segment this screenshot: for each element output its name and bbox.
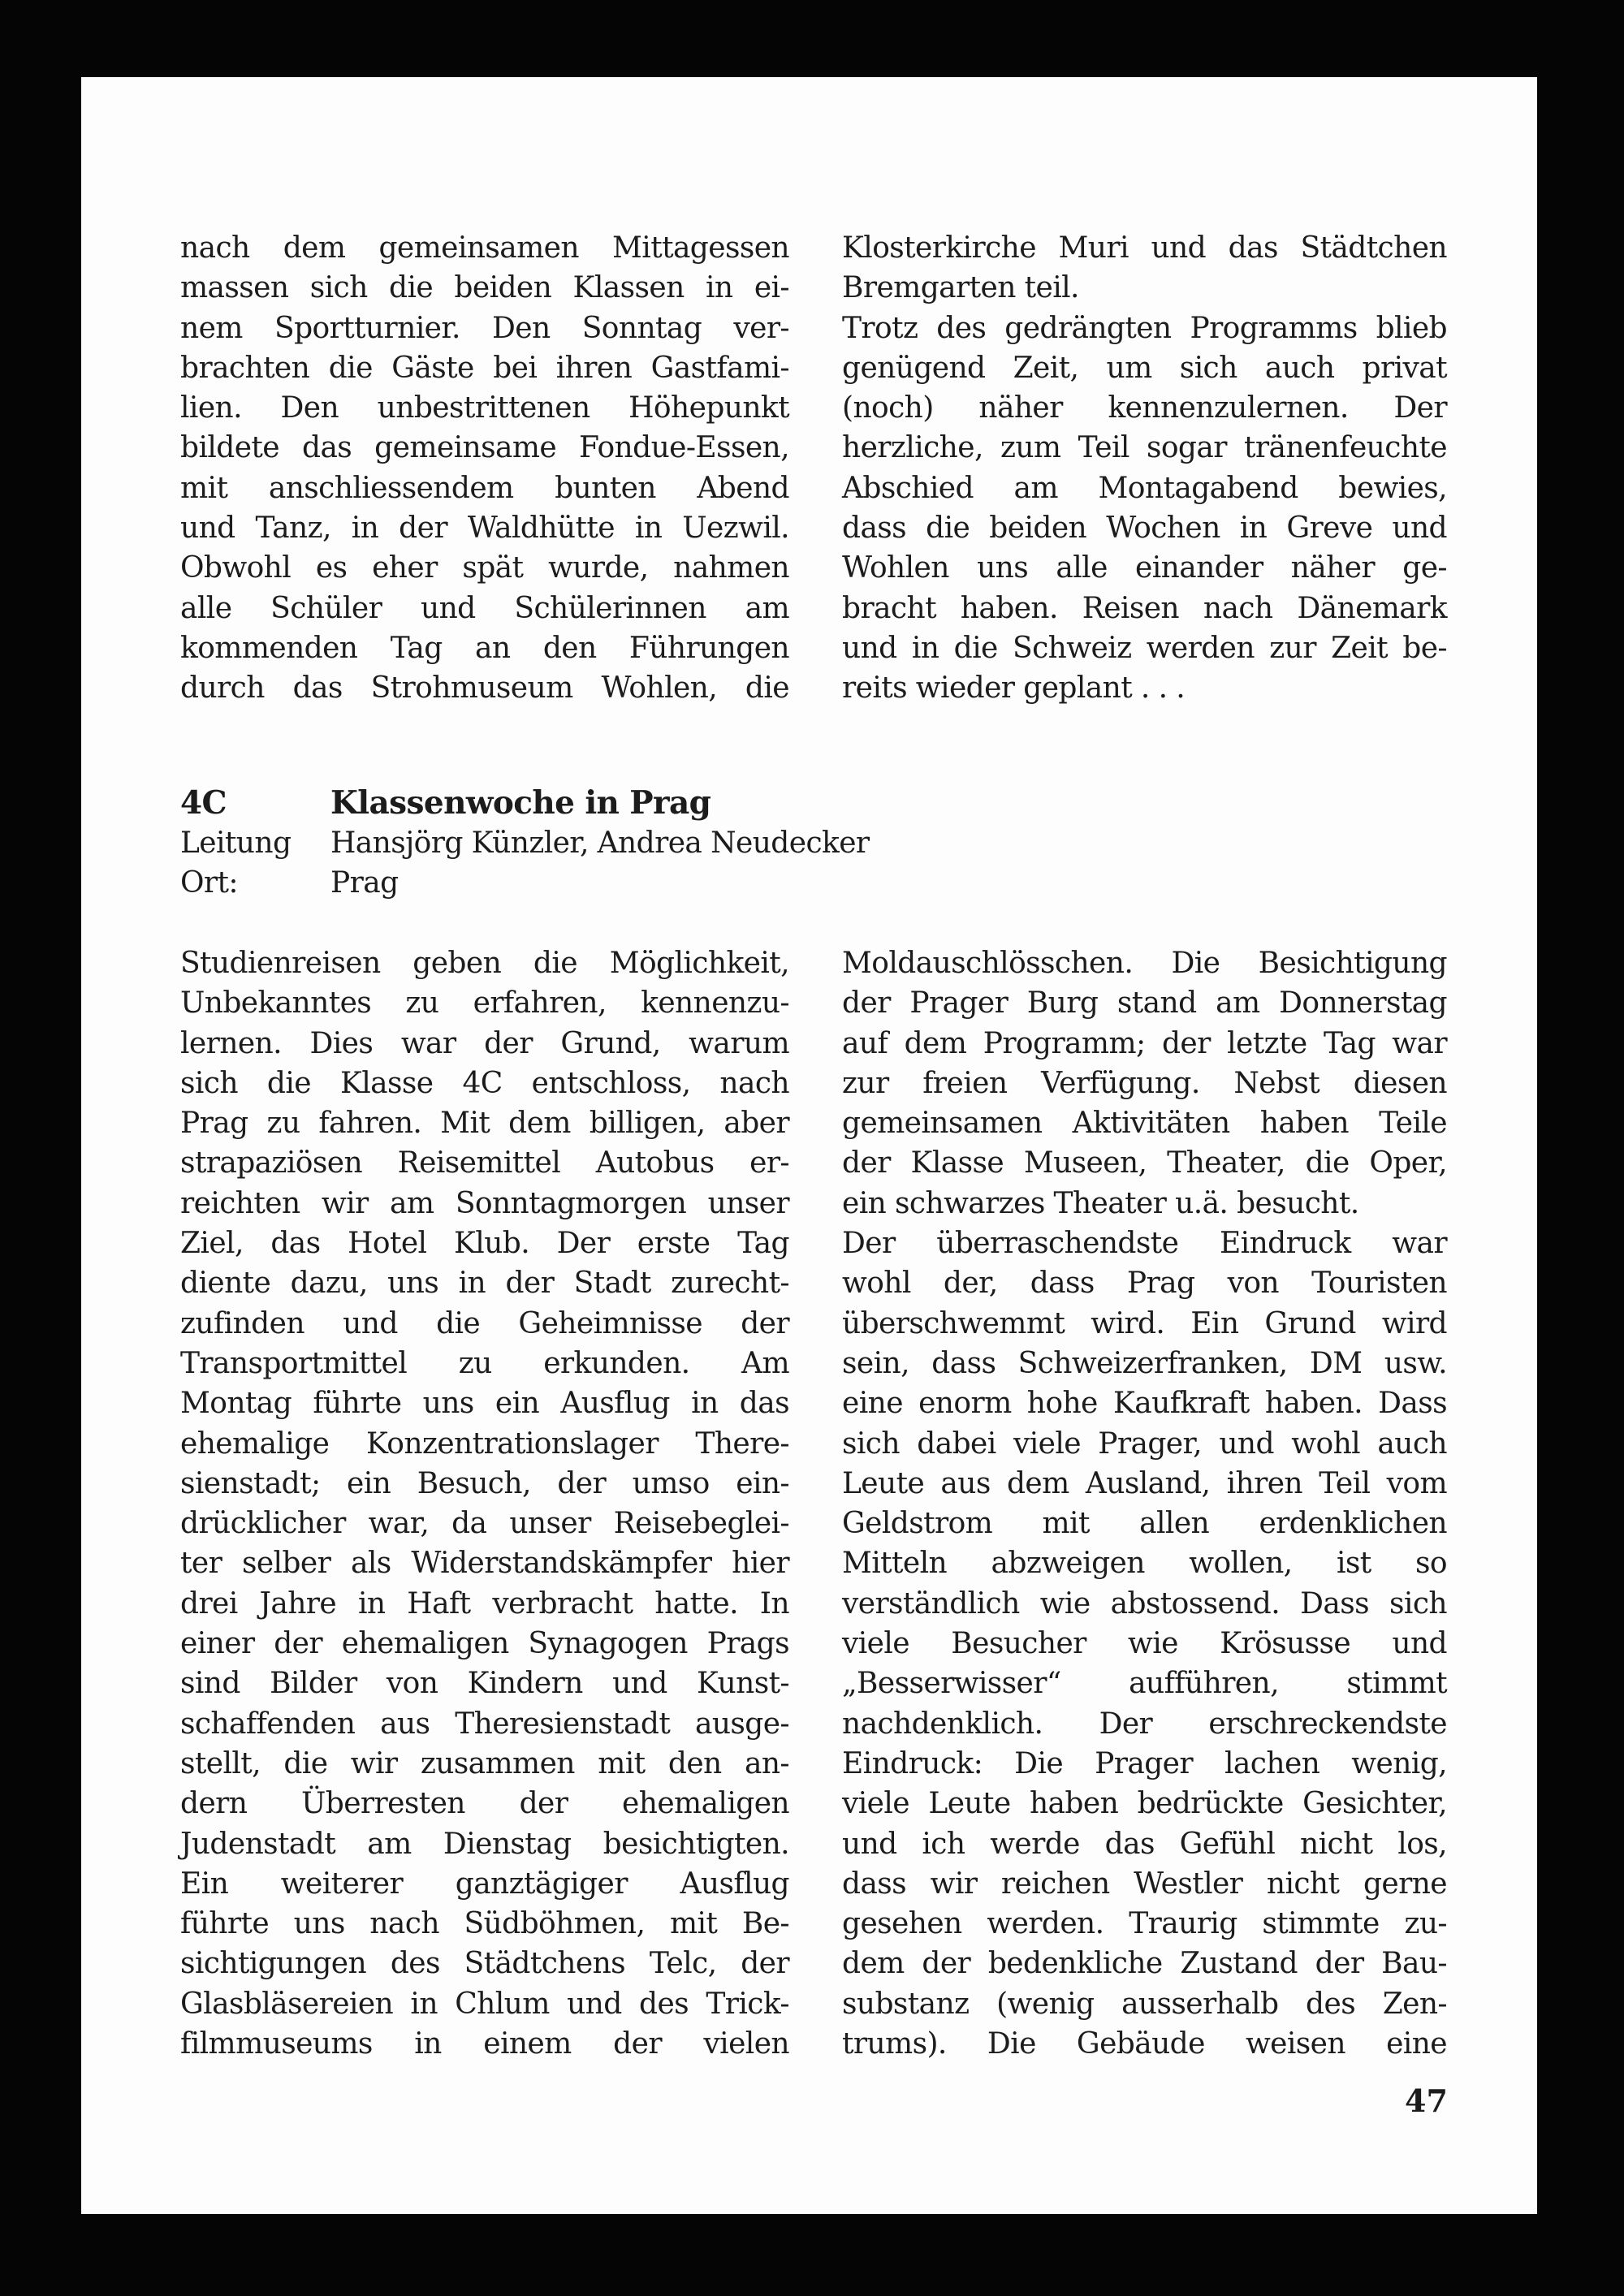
text-line: bildete das gemeinsame Fondue-Essen, — [180, 431, 789, 465]
text-line: massen sich die beiden Klassen in ei- — [180, 271, 789, 305]
text-line: ein schwarzes Theater u.ä. besucht. — [842, 1186, 1359, 1220]
text-line: ter selber als Widerstandskämpfer hier — [180, 1547, 789, 1581]
text-line: Eindruck: Die Prager lachen wenig, — [842, 1746, 1447, 1780]
text-line: sienstadt; ein Besuch, der umso ein- — [180, 1466, 789, 1500]
text-line: nachdenklich. Der erschreckendste — [842, 1707, 1447, 1741]
text-line: lernen. Dies war der Grund, warum — [180, 1026, 789, 1060]
text-line: nem Sportturnier. Den Sonntag ver- — [180, 311, 789, 345]
text-line: dass die beiden Wochen in Greve und — [842, 511, 1447, 546]
text-line: substanz (wenig ausserhalb des Zen- — [842, 1987, 1447, 2021]
text-line: sichtigungen des Städtchens Telc, der — [180, 1947, 789, 1981]
text-line: dem der bedenkliche Zustand der Bau- — [842, 1947, 1447, 1981]
text-line: ehemalige Konzentrationslager There- — [180, 1426, 789, 1461]
text-line: und Tanz, in der Waldhütte in Uezwil. — [180, 511, 789, 546]
text-line: filmmuseums in einem der vielen — [180, 2027, 789, 2061]
text-line: Klosterkirche Muri und das Städtchen — [842, 231, 1447, 265]
text-line: zufinden und die Geheimnisse der — [180, 1306, 789, 1340]
leaders-value: Hansjörg Künzler, Andrea Neudecker — [330, 826, 870, 860]
text-line: viele Leute haben bedrückte Gesichter, — [842, 1787, 1447, 1821]
text-line: verständlich wie abstossend. Dass sich — [842, 1586, 1447, 1621]
section2-right-column — [842, 943, 1447, 2064]
text-line: kommenden Tag an den Führungen — [180, 631, 789, 665]
text-line: drücklicher war, da unser Reisebeglei- — [180, 1507, 789, 1541]
text-line: und in die Schweiz werden zur Zeit be- — [842, 631, 1447, 665]
text-line: trums). Die Gebäude weisen eine — [842, 2027, 1447, 2061]
article-title-row — [180, 783, 870, 823]
text-line: Mitteln abzweigen wollen, ist so — [842, 1547, 1447, 1581]
text-line: genügend Zeit, um sich auch privat — [842, 351, 1447, 385]
text-line: Glasbläsereien in Chlum und des Trick- — [180, 1987, 789, 2021]
location-row — [180, 863, 870, 903]
article-title: Klassenwoche in Prag — [330, 784, 711, 822]
text-line: der Klasse Museen, Theater, die Oper, — [842, 1146, 1447, 1180]
text-line: einer der ehemaligen Synagogen Prags — [180, 1627, 789, 1661]
page-number: 47 — [1405, 2082, 1448, 2119]
text-line: (noch) näher kennenzulernen. Der — [842, 391, 1447, 425]
text-line: Trotz des gedrängten Programms blieb — [842, 311, 1447, 345]
text-line: stellt, die wir zusammen mit den an- — [180, 1746, 789, 1780]
text-line: lien. Den unbestrittenen Höhepunkt — [180, 391, 789, 425]
text-line: drei Jahre in Haft verbracht hatte. In — [180, 1586, 789, 1621]
leaders-row — [180, 823, 870, 863]
text-line: dass wir reichen Westler nicht gerne — [842, 1867, 1447, 1901]
text-line: brachten die Gäste bei ihren Gastfami- — [180, 351, 789, 385]
location-label: Ort: — [180, 866, 238, 900]
text-line: Obwohl es eher spät wurde, nahmen — [180, 551, 789, 585]
text-line: Unbekanntes zu erfahren, kennenzu- — [180, 986, 789, 1021]
text-line: Transportmittel zu erkunden. Am — [180, 1346, 789, 1380]
text-line: gesehen werden. Traurig stimmte zu- — [842, 1907, 1447, 1941]
location-value: Prag — [330, 866, 399, 900]
text-line: „Besserwisser“ aufführen, stimmt — [842, 1667, 1447, 1701]
text-line: diente dazu, uns in der Stadt zurecht- — [180, 1267, 789, 1301]
text-line: Geldstrom mit allen erdenklichen — [842, 1507, 1447, 1541]
text-line: Ziel, das Hotel Klub. Der erste Tag — [180, 1227, 789, 1261]
text-line: der Prager Burg stand am Donnerstag — [842, 986, 1447, 1021]
text-line: gemeinsamen Aktivitäten haben Teile — [842, 1107, 1447, 1141]
text-line: Abschied am Montagabend bewies, — [842, 471, 1447, 505]
text-line: sein, dass Schweizerfranken, DM usw. — [842, 1346, 1447, 1380]
text-line: Wohlen uns alle einander näher ge- — [842, 551, 1447, 585]
text-line: Der überraschendste Eindruck war — [842, 1227, 1447, 1261]
text-line: eine enorm hohe Kaufkraft haben. Dass — [842, 1387, 1447, 1421]
text-line: dern Überresten der ehemaligen — [180, 1787, 789, 1821]
text-line: strapaziösen Reisemittel Autobus er- — [180, 1146, 789, 1180]
text-line: Moldauschlösschen. Die Besichtigung — [842, 947, 1447, 980]
leaders-label: Leitung — [180, 826, 292, 860]
text-line: mit anschliessendem bunten Abend — [180, 471, 789, 505]
document-page — [81, 77, 1537, 2214]
text-line: auf dem Programm; der letzte Tag war — [842, 1026, 1447, 1060]
text-line: Prag zu fahren. Mit dem billigen, aber — [180, 1107, 789, 1141]
text-line: nach dem gemeinsamen Mittagessen — [180, 231, 789, 265]
text-line: reits wieder geplant . . . — [842, 671, 1186, 706]
text-line: sich dabei viele Prager, und wohl auch — [842, 1426, 1447, 1461]
text-line: zur freien Verfügung. Nebst diesen — [842, 1066, 1447, 1100]
text-line: führte uns nach Südböhmen, mit Be- — [180, 1907, 789, 1941]
text-line: wohl der, dass Prag von Touristen — [842, 1267, 1447, 1301]
text-line: Studienreisen geben die Möglichkeit, — [180, 947, 789, 980]
text-line: Leute aus dem Ausland, ihren Teil vom — [842, 1466, 1447, 1500]
section1-right-column — [842, 228, 1447, 709]
text-line: und ich werde das Gefühl nicht los, — [842, 1827, 1447, 1861]
text-line: Montag führte uns ein Ausflug in das — [180, 1387, 789, 1421]
class-code: 4C — [180, 784, 227, 822]
section1-left-column — [180, 228, 789, 709]
text-line: schaffenden aus Theresienstadt ausge- — [180, 1707, 789, 1741]
section2-left-column — [180, 943, 789, 2064]
text-line: sich die Klasse 4C entschloss, nach — [180, 1066, 789, 1100]
text-line: durch das Strohmuseum Wohlen, die — [180, 671, 789, 706]
text-line: viele Besucher wie Krösusse und — [842, 1627, 1447, 1661]
text-line: Bremgarten teil. — [842, 271, 1079, 305]
text-line: sind Bilder von Kindern und Kunst- — [180, 1667, 789, 1701]
text-line: überschwemmt wird. Ein Grund wird — [842, 1306, 1447, 1340]
text-line: reichten wir am Sonntagmorgen unser — [180, 1186, 789, 1220]
text-line: herzliche, zum Teil sogar tränenfeuchte — [842, 431, 1447, 465]
text-line: Ein weiterer ganztägiger Ausflug — [180, 1867, 789, 1901]
text-line: bracht haben. Reisen nach Dänemark — [842, 591, 1447, 625]
text-line: alle Schüler und Schülerinnen am — [180, 591, 789, 625]
article-heading — [180, 783, 870, 903]
text-line: Judenstadt am Dienstag besichtigten. — [180, 1827, 789, 1861]
